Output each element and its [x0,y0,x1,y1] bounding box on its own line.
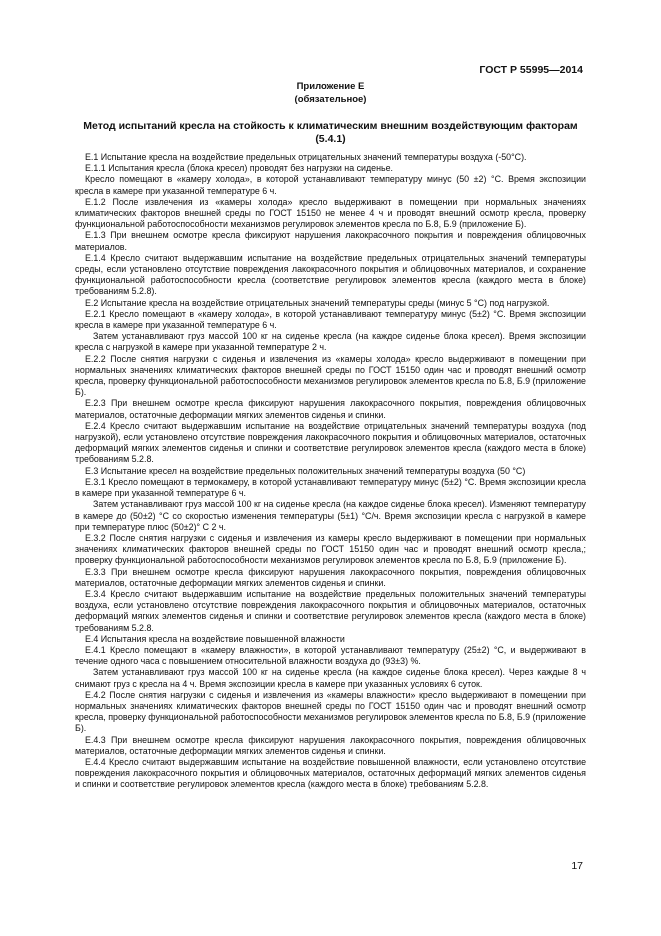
section-title [70,120,591,146]
body-text [75,152,586,791]
section-title-line1: Метод испытаний кресла на стойкость к климатическим внешним воздействующим факторам [83,120,578,132]
annex-status: (обязательное) [294,94,367,105]
paragraph: Е.2.2 После снятия нагрузки с сиденья и извлечения из «камеры холода» кресло выдерживают в помещении при нормальных значениях климатических факторов внешней среды по ГОСТ 15150 один час и проводят внешний осмотр кресла, проверку функциональной работоспособности механизмов регулировок элементов кресла по Б.8, Б.9 (приложение Б). [75,353,586,398]
paragraph: Затем устанавливают груз массой 100 кг на сиденье кресла (на каждое сиденье блока кресел). Изменяют температуру в камере до (50±2) °С со скоростью изменения температуры (5±1) °С/ч. Время экспозиции кресла с нагрузкой в камере при температуре плюс (50±2)° С 2 ч. [75,499,586,532]
paragraph: Е.1.1 Испытания кресла (блока кресел) проводят без нагрузки на сиденье. [85,163,394,174]
paragraph: Е.4 Испытания кресла на воздействие повышенной влажности [85,633,345,644]
paragraph: Е.1 Испытание кресла на воздействие предельных отрицательных значений температуры воздуха (-50°С). [85,152,527,162]
paragraph: Е.4.3 При внешнем осмотре кресла фиксируют нарушения лакокрасочного покрытия, повреждения облицовочных материалов, остаточные деформации мягких элементов сиденья и спинки. [75,734,586,756]
paragraph: Е.4.1 Кресло помещают в «камеру влажности», в которой устанавливают температуру (25±2) °С, и выдерживают в течение одного часа с повышением относительной влажности воздуха до (93±3) %. [75,644,586,667]
page-number: 17 [571,860,583,872]
paragraph: Е.1.3 При внешнем осмотре кресла фиксируют нарушения лакокрасочного покрытия и повреждения облицовочных материалов. [75,230,586,252]
paragraph: Е.3.2 После снятия нагрузки с сиденья и извлечения из камеры кресло выдерживают в помещении при нормальных значениях климатических факторов внешней среды по ГОСТ 15150 один час и проводят внешний осмотр кресла,; проверку функциональной работоспособности механизмов регулировок элементов кресла по Б.8, Б.9 (приложение Б). [75,532,586,566]
annex-heading [0,80,661,106]
paragraph: Кресло помещают в «камеру холода», в которой устанавливают температуру минус (50 ±2) °С. Время экспозиции кресла в камере при указанной температуре 6 ч. [75,174,586,196]
paragraph: Е.1.4 Кресло считают выдержавшим испытание на воздействие предельных отрицательных значений температуры среды, если установлено отсутствие повреждения лакокрасочного покрытия и облицовочных материалов, и сохранение функциональной работоспособности кресла (соответствие регулировок элементов кресла (каждого места в блоке) требованиям 5.2.8). [75,252,586,297]
paragraph: Е.3.1 Кресло помещают в термокамеру, в которой устанавливают температуру минус (5±2) °С. Время экспозиции кресла в камере при указанной температуре 6 ч. [75,476,586,499]
paragraph: Затем устанавливают груз массой 100 кг на сиденье кресла (на каждое сиденье блока кресел). Время экспозиции кресла с нагрузкой в камере при указанной температуре 2 ч. [75,331,586,353]
paragraph: Е.3.4 Кресло считают выдержавшим испытание на воздействие предельных положительных значений температуры воздуха, если установлено отсутствие повреждения лакокрасочного покрытия и облицовочных материалов, остаточных деформаций мягких элементов сиденья и спинки и соответствие регулировок элементов кресла (каждого места в блоке) требованиям 5.2.8. [75,588,586,633]
section-title-line2: (5.4.1) [315,133,346,145]
paragraph: Е.3 Испытание кресел на воздействие предельных положительных значений температуры воздуха (50 °С) [85,465,526,476]
paragraph: Е.2.4 Кресло считают выдержавшим испытание на воздействие отрицательных значений температуры воздуха (под нагрузкой), если установлено отсутствие повреждения лакокрасочного покрытия и облицовочных материалов, остаточных деформаций мягких элементов сиденья и спинки и соответствие регулировок элементов кресла (каждого места в блоке) требованиям 5.2.8. [75,420,586,465]
paragraph: Е.1.2 После извлечения из «камеры холода» кресло выдерживают в помещении при нормальных значениях климатических факторов внешней среды по ГОСТ 15150 не менее 4 ч и проводят внешний осмотр кресла, проверку функциональной работоспособности механизмов регулировок элементов кресла по Б.8, Б.9 (приложение Б). [75,196,586,230]
standard-number: ГОСТ Р 55995—2014 [479,64,583,76]
paragraph: Е.2.3 При внешнем осмотре кресла фиксируют нарушения лакокрасочного покрытия, повреждения облицовочных материалов, остаточные деформации мягких элементов сиденья и спинки. [75,398,586,420]
paragraph: Затем устанавливают груз массой 100 кг на сиденье кресла (на каждое сиденье блока кресел). Через каждые 8 ч снимают груз с кресла на 4 ч. Время экспозиции кресла в камере при указанных условиях 6 суток. [75,667,586,689]
paragraph: Е.2 Испытание кресла на воздействие отрицательных значений температуры среды (минус 5 °С) под нагрузкой. [85,297,550,308]
paragraph: Е.3.3 При внешнем осмотре кресла фиксируют нарушения лакокрасочного покрытия, повреждения облицовочных материалов, остаточные деформации мягких элементов сиденья и спинки. [75,566,586,588]
paragraph: Е.4.4 Кресло считают выдержавшим испытание на воздействие повышенной влажности, если установлено отсутствие повреждения лакокрасочного покрытия и облицовочных материалов, остаточных деформаций мягких элементов сиденья и спинки и соответствие регулировок элементов кресла (каждого места в блоке) требованиям 5.2.8. [75,756,586,790]
annex-title: Приложение Е [296,81,365,92]
paragraph: Е.2.1 Кресло помещают в «камеру холода», в которой устанавливают температуру минус (5±2) °С. Время экспозиции кресла в камере при указанной температуре 6 ч. [75,308,586,331]
paragraph: Е.4.2 После снятия нагрузки с сиденья и извлечения из «камеры влажности» кресло выдерживают в помещении при нормальных значениях климатических факторов внешней среды по ГОСТ 15150 один час и проводят внешний осмотр кресла, проверку функциональной работоспособности механизмов регулировок элементов кресла по Б.8, Б.9 (приложение Б). [75,689,586,734]
